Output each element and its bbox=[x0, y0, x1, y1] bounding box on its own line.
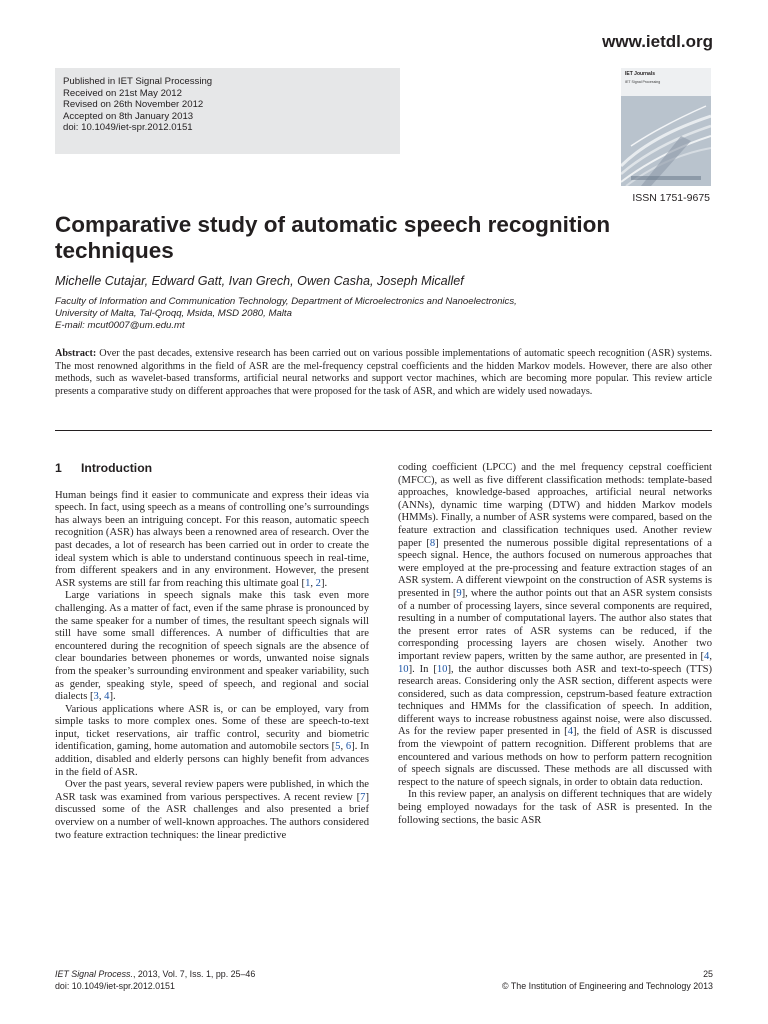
para-text: ] discussed some of the ASR challenges and also presented a brief overview on a number of well-known approaches. The authors considered two feature extraction techniques: the linear predictive bbox=[55, 791, 369, 841]
paragraph bbox=[55, 590, 369, 703]
para-text: Human beings find it easier to communicate and express their ideas via speech. In fact, using speech as a means of controlling one’s surroundings has always been an intriguing concept. For this reason, automatic speech recognition (ASR) has always been a renowned area of research. Over the past decades, a lot of research has been carried out in order to create the ideal system which is able to understand continuous speech in real-time, from different speakers and in any environment. However, the present ASR systems are still far from reaching this ultimate goal [ bbox=[55, 489, 369, 589]
citation-link[interactable]: 7 bbox=[360, 791, 366, 803]
citation-link[interactable]: 10 bbox=[436, 663, 448, 675]
site-url[interactable]: www.ietdl.org bbox=[602, 32, 713, 51]
abstract-divider bbox=[55, 430, 712, 431]
copyright: © The Institution of Engineering and Technology 2013 bbox=[502, 980, 713, 991]
para-text: , bbox=[310, 577, 316, 589]
citation-link[interactable]: 3 bbox=[93, 691, 99, 703]
pub-line: Published in IET Signal Processing bbox=[63, 76, 213, 87]
abstract-text: Over the past decades, extensive research has been carried out on various possible implementations of automatic speech recognition (ASR) systems. The most renowned algorithms in the field of ASR are the mel-frequency cepstral coefficients and the hidden Markov models. However, there are also other methods, such as wavelet-based transforms, artificial neural networks and support vector machines, which are becoming more popular. This review article presents a comparative study on different approaches that were proposed for the task of ASR, and which are widely used nowadays. bbox=[55, 348, 713, 397]
left-column bbox=[55, 462, 369, 842]
citation-link[interactable]: 9 bbox=[456, 587, 462, 599]
paragraph bbox=[398, 789, 712, 827]
author-list: Michelle Cutajar, Edward Gatt, Ivan Grech, Owen Casha, Joseph Micallef bbox=[55, 274, 464, 288]
para-text: Over the past years, several review papers were published, in which the ASR task was examined from various perspectives. A recent review [ bbox=[55, 779, 369, 803]
right-column bbox=[398, 462, 712, 827]
section-heading bbox=[55, 462, 369, 475]
citation-link[interactable]: 4 bbox=[104, 691, 110, 703]
para-text: , bbox=[709, 650, 712, 662]
affiliation-line: University of Malta, Tal-Qroqq, Msida, MSD 2080, Malta bbox=[55, 308, 292, 320]
para-text: ], the field of ASR is discussed from the viewpoint of pattern recognition. Different problems that are encountered and various methods on how to perform pattern recognition of speech signals are discussed. These methods are all discussed with respect to the nature of speech signals, in order to obtain data reduction. bbox=[398, 726, 712, 788]
pub-line: doi: 10.1049/iet-spr.2012.0151 bbox=[63, 122, 193, 134]
para-text: coding coefficient (LPCC) and the mel frequency cepstral coefficient (MFCC), as well as five different classification methods: template-based approaches, knowledge-based approaches, artificial neural networks (ANNs), dynamic time warping (DTW) and hidden Markov models (HMMs). Finally, a number of ASR systems were compared, based on the feature extraction and classification techniques used. Another review paper [ bbox=[398, 462, 712, 549]
para-text: Large variations in speech signals make this task even more challenging. As a matter of fact, even if the same phrase is pronounced by the same speaker for a number of times, the resultant speech signals will still have some small differences. A number of difficulties that are encountered during the recognition of speech signals are the absence of clear boundaries between phonemes or words, unwanted noise signals from the speaker’s surrounding environment and speaker variability, such as gender, speaking style, speed of speech, and regional and social dialects [ bbox=[55, 590, 369, 703]
para-text: Various applications where ASR is, or can be employed, vary from simple tasks to more complex ones. Some of these are speech-to-text input, ticket reservations, air traffic control, security and biometric identification, gaming, home automation and automobile sectors [ bbox=[55, 703, 369, 753]
para-text: , bbox=[98, 691, 105, 703]
footer-citation bbox=[55, 969, 255, 992]
para-text: , bbox=[340, 741, 346, 753]
abstract-label: Abstract: bbox=[55, 348, 97, 359]
cover-logo: IET Journals bbox=[625, 71, 656, 77]
paragraph bbox=[55, 704, 369, 780]
para-text: ], where the author points out that an ASR system consists of a number of processing layers, since several components are required, resulting in a number of computational layers. The author also states that the present error rates of ASR systems can be reduced, if the corresponding processing layers are chosen wisely. Another two important review papers, written by the same author, are presented in [ bbox=[398, 587, 713, 662]
section-number: 1 bbox=[55, 461, 62, 475]
para-text: ]. bbox=[320, 577, 328, 589]
paragraph bbox=[55, 779, 369, 842]
footer-right bbox=[502, 969, 713, 992]
para-text: ], the author discusses both ASR and text-to-speech (TTS) research areas. Considering only the ASR section, different aspects were considered, such as data compression, cepstrum-based feature extraction techniques and HMMs for the classification of speech. In addition, different ways to increase robustness against noise, were also discussed. As for the review paper presented in [ bbox=[398, 663, 713, 738]
abstract bbox=[55, 348, 712, 398]
issn: ISSN 1751-9675 bbox=[632, 192, 710, 204]
pub-line: Received on 21st May 2012 bbox=[63, 87, 182, 99]
pub-line: Accepted on 8th January 2013 bbox=[63, 110, 194, 122]
citation-link[interactable]: 8 bbox=[429, 537, 436, 549]
footer-journal: IET Signal Process. bbox=[55, 969, 133, 979]
affiliation-email[interactable]: E-mail: mcut0007@um.edu.mt bbox=[55, 320, 185, 332]
citation-link[interactable]: 6 bbox=[345, 741, 352, 753]
citation-link[interactable]: 1 bbox=[305, 577, 311, 589]
para-text: ]. In addition, disabled and elderly persons can highly benefit from advances in the field of ASR. bbox=[55, 741, 369, 778]
para-text: ] presented the numerous possible digital representations of a speech signal. Hence, the authors focused on numerous approaches that were employed at the pre-processing and feature extraction stages of an ASR system. A different viewpoint on the construction of ASR systems is presented in [ bbox=[398, 537, 712, 599]
publication-info-lines bbox=[63, 76, 212, 134]
journal-cover-thumbnail bbox=[621, 68, 711, 186]
para-text: ]. In [ bbox=[408, 663, 437, 675]
para-text: In this review paper, an analysis on different techniques that are widely being employed nowadays for the task of ASR is presented. In the following sections, the basic ASR bbox=[398, 789, 712, 826]
citation-link[interactable]: 5 bbox=[335, 741, 341, 753]
cover-journal-name: IET Signal Processing bbox=[625, 80, 661, 84]
pub-line: Revised on 26th November 2012 bbox=[63, 99, 204, 111]
para-text: ]. bbox=[109, 691, 116, 703]
citation-link[interactable]: 4 bbox=[704, 650, 710, 662]
footer-volume: , 2013, Vol. 7, Iss. 1, pp. 25–46 bbox=[132, 969, 256, 979]
citation-link[interactable]: 2 bbox=[315, 577, 321, 589]
footer-doi[interactable]: doi: 10.1049/iet-spr.2012.0151 bbox=[55, 980, 175, 991]
page-number: 25 bbox=[703, 969, 713, 979]
cover-art-icon bbox=[621, 96, 711, 186]
publication-info-box bbox=[55, 68, 400, 154]
paragraph bbox=[398, 462, 712, 789]
citation-link[interactable]: 10 bbox=[398, 663, 409, 675]
paragraph bbox=[55, 490, 369, 591]
citation-link[interactable]: 4 bbox=[567, 726, 573, 738]
footer-citation-line bbox=[55, 969, 255, 981]
section-title: Introduction bbox=[81, 461, 153, 475]
paper-title: Comparative study of automatic speech recognition techniques bbox=[55, 212, 611, 263]
affiliation-line: Faculty of Information and Communication Technology, Department of Microelectronics and Nanoelectronics, bbox=[55, 296, 517, 307]
affiliation-block bbox=[55, 296, 715, 333]
